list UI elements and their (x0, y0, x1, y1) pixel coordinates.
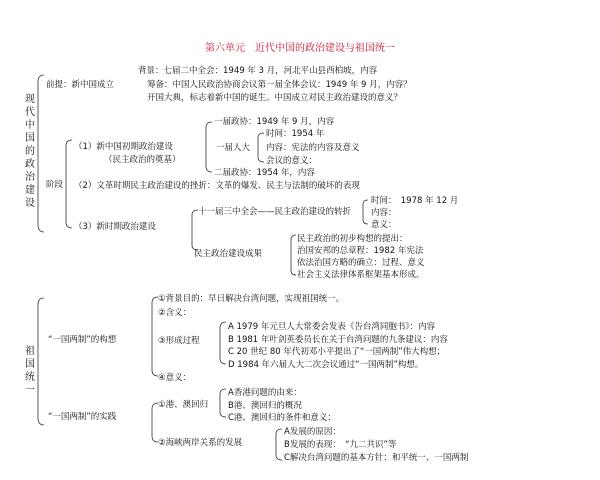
concept-label: “一国两制”的构想 (48, 335, 117, 345)
premise-label: 前提：新中国成立 (46, 80, 115, 90)
npc1-label: 一届人大 (216, 143, 251, 153)
concept-4: ④意义： (158, 373, 192, 383)
stage1-sub-label: （民主政治的奠基） (104, 155, 181, 165)
cppcc2-line: 二届政协：1954 年，内容 (214, 168, 315, 178)
stage3-label: （3）新时期政治建设 (74, 222, 156, 232)
npc-meaning: 会议的意义： (266, 156, 318, 166)
strait-c: C解决台湾问题的基本方针：和平统一、一国两制 (284, 453, 469, 463)
formation-c: C 20 世纪 80 年代初邓小平提出了“一国两制”伟大构想； (228, 347, 446, 357)
practice-label: “一国两制”的实践 (48, 412, 117, 422)
formation-d: D 1984 年六届人大二次会议通过“一国两制”构想。 (228, 360, 424, 370)
achievement-3: 依法治国方略的确立：过程、意义 (297, 258, 425, 268)
part1-side-label: 现代中国的政治建设 (25, 94, 35, 209)
concept-2: ②含义： (158, 308, 192, 318)
cppcc1-line: 一届政协：1949 年 9 月，内容 (214, 117, 335, 127)
handover-a: A香港问题的由来： (228, 388, 302, 398)
practice-2: ②海峡两岸关系的发展 (158, 438, 243, 448)
formation-a: A 1979 年元旦人大常委会发表《告台湾同胞书》：内容 (228, 322, 436, 332)
background-line: 背景：七届二中全会：1949 年 3 月，河北平山县西柏坡，内容 (138, 66, 378, 76)
stage2-line: （2）文革时期民主政治建设的挫折：文革的爆发、民主与法制的破坏的表现 (74, 181, 360, 191)
founding-line: 开国大典，标志着新中国的诞生。中国成立对民主政治建设的意义？ (147, 93, 403, 103)
plenum-time: 时间： 1978 年 12 月 (371, 196, 459, 206)
achievement-1: 民主政治的初步构想的提出： (297, 234, 408, 244)
achievements-label: 民主政治建设成果 (194, 249, 263, 259)
plenum-meaning: 意义： (371, 220, 397, 230)
achievement-2: 治国安邦的总章程：1982 年宪法 (297, 246, 424, 256)
strait-a: A发展的原因： (284, 427, 341, 437)
achievement-4: 社会主义法律体系框架基本形成。 (297, 270, 425, 280)
formation-b: B 1981 年叶剑英委员长在关于台湾问题的九条建议：内容 (228, 335, 448, 345)
plenum-line: 十一届三中全会——民主政治建设的转折 (198, 207, 352, 217)
npc-time: 时间：1954 年 (266, 129, 325, 139)
strait-b: B发展的表现： “九二共识”等 (284, 440, 397, 450)
npc-content: 内容：宪法的内容及意义 (266, 143, 360, 153)
practice-1: ①港、澳回归 (158, 400, 209, 410)
handover-c: C港、澳回归的条件和意义： (228, 413, 336, 423)
stage-label: 阶段 (46, 180, 64, 190)
handover-b: B港、澳回归的概况 (228, 401, 302, 411)
concept-1: ①背景目的：早日解决台湾问题，实现祖国统一。 (158, 294, 345, 304)
plenum-content: 内容： (371, 208, 397, 218)
stage1-label: （1）新中国初期政治建设 (74, 142, 173, 152)
concept-3: ③形成过程 (158, 336, 200, 346)
prep-line: 筹备：中国人民政治协商会议第一届全体会议：1949 年 9 月，内容？ (147, 80, 412, 90)
part2-side-label: 祖国统一 (25, 346, 35, 396)
page-title: 第六单元 近代中国的政治建设与祖国统一 (205, 43, 395, 54)
